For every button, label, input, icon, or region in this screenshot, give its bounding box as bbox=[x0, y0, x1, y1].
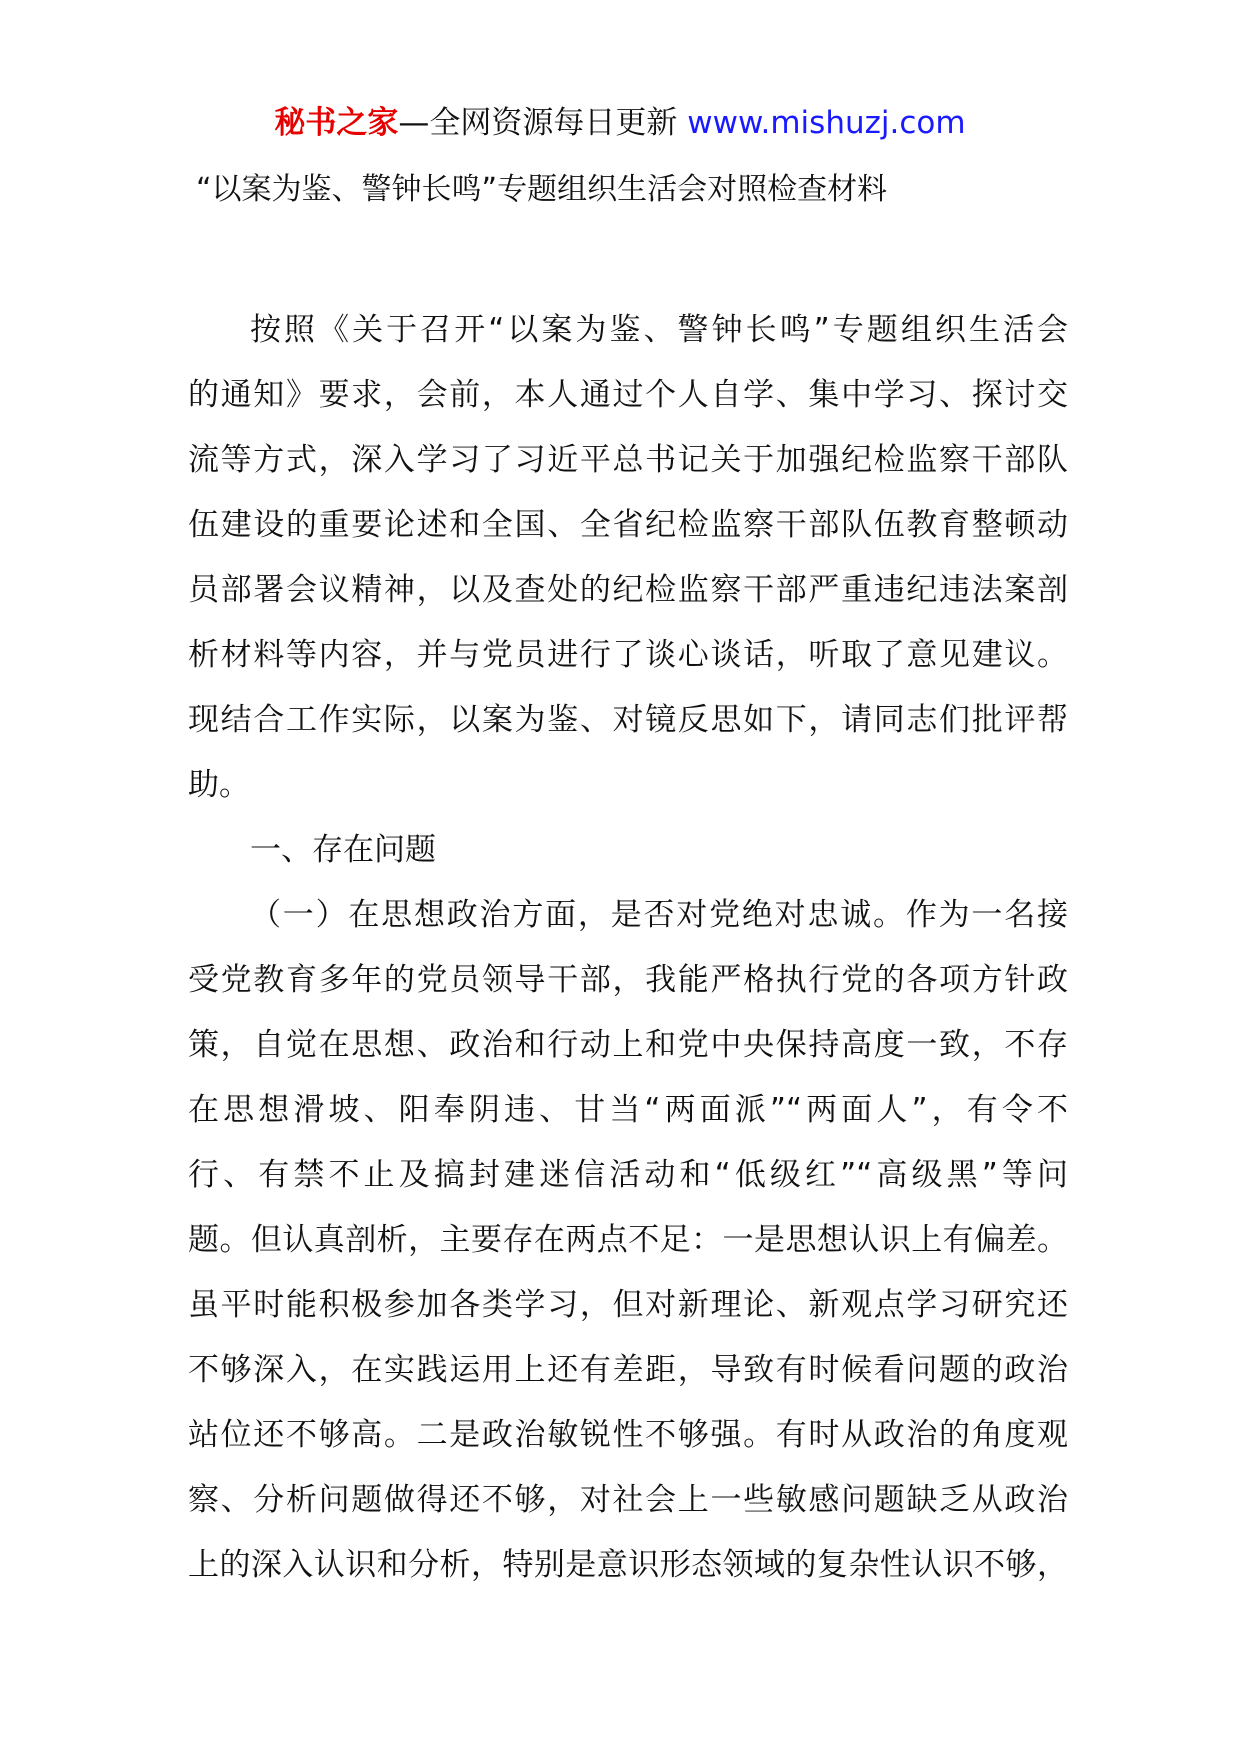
paragraph-line: 析材料等内容，并与党员进行了谈心谈话，听取了意见建议。 bbox=[188, 637, 1068, 673]
paragraph-line: 不够深入，在实践运用上还有差距，导致有时候看问题的政治 bbox=[188, 1352, 1068, 1388]
header-slogan: —全网资源每日更新 bbox=[398, 105, 688, 141]
document-title: “以案为鉴、警钟长鸣”专题组织生活会对照检查材料 bbox=[196, 172, 888, 207]
paragraph-line: 按照《关于召开“以案为鉴、警钟长鸣”专题组织生活会 bbox=[250, 312, 1068, 348]
paragraph-line: 的通知》要求，会前，本人通过个人自学、集中学习、探讨交 bbox=[188, 377, 1068, 413]
paragraph-line: 上的深入认识和分析，特别是意识形态领域的复杂性认识不够， bbox=[188, 1547, 1068, 1583]
paragraph-line: 题。但认真剖析，主要存在两点不足：一是思想认识上有偏差。 bbox=[188, 1222, 1068, 1258]
paragraph-line: 在思想滑坡、阳奉阴违、甘当“两面派”“两面人”，有令不 bbox=[188, 1092, 1068, 1128]
paragraph-line: 助。 bbox=[188, 767, 250, 803]
brand-name: 秘书之家 bbox=[274, 105, 399, 141]
site-header bbox=[0, 98, 1240, 148]
paragraph-line: 策，自觉在思想、政治和行动上和党中央保持高度一致，不存 bbox=[188, 1027, 1068, 1063]
paragraph-line: （一）在思想政治方面，是否对党绝对忠诚。作为一名接 bbox=[250, 897, 1068, 933]
paragraph-line: 站位还不够高。二是政治敏锐性不够强。有时从政治的角度观 bbox=[188, 1417, 1068, 1453]
paragraph-line: 伍建设的重要论述和全国、全省纪检监察干部队伍教育整顿动 bbox=[188, 507, 1068, 543]
site-url-link[interactable]: www.mishuzj.com bbox=[687, 105, 966, 141]
paragraph-line: 受党教育多年的党员领导干部，我能严格执行党的各项方针政 bbox=[188, 962, 1068, 998]
paragraph-line: 行、有禁不止及搞封建迷信活动和“低级红”“高级黑”等问 bbox=[188, 1157, 1068, 1193]
paragraph-line: 流等方式，深入学习了习近平总书记关于加强纪检监察干部队 bbox=[188, 442, 1068, 478]
paragraph-line: 虽平时能积极参加各类学习，但对新理论、新观点学习研究还 bbox=[188, 1287, 1068, 1323]
document-body bbox=[188, 298, 1068, 1598]
section-heading: 一、存在问题 bbox=[250, 832, 436, 868]
paragraph-line: 察、分析问题做得还不够，对社会上一些敏感问题缺乏从政治 bbox=[188, 1482, 1068, 1518]
paragraph-line: 员部署会议精神，以及查处的纪检监察干部严重违纪违法案剖 bbox=[188, 572, 1068, 608]
paragraph-line: 现结合工作实际，以案为鉴、对镜反思如下，请同志们批评帮 bbox=[188, 702, 1068, 738]
